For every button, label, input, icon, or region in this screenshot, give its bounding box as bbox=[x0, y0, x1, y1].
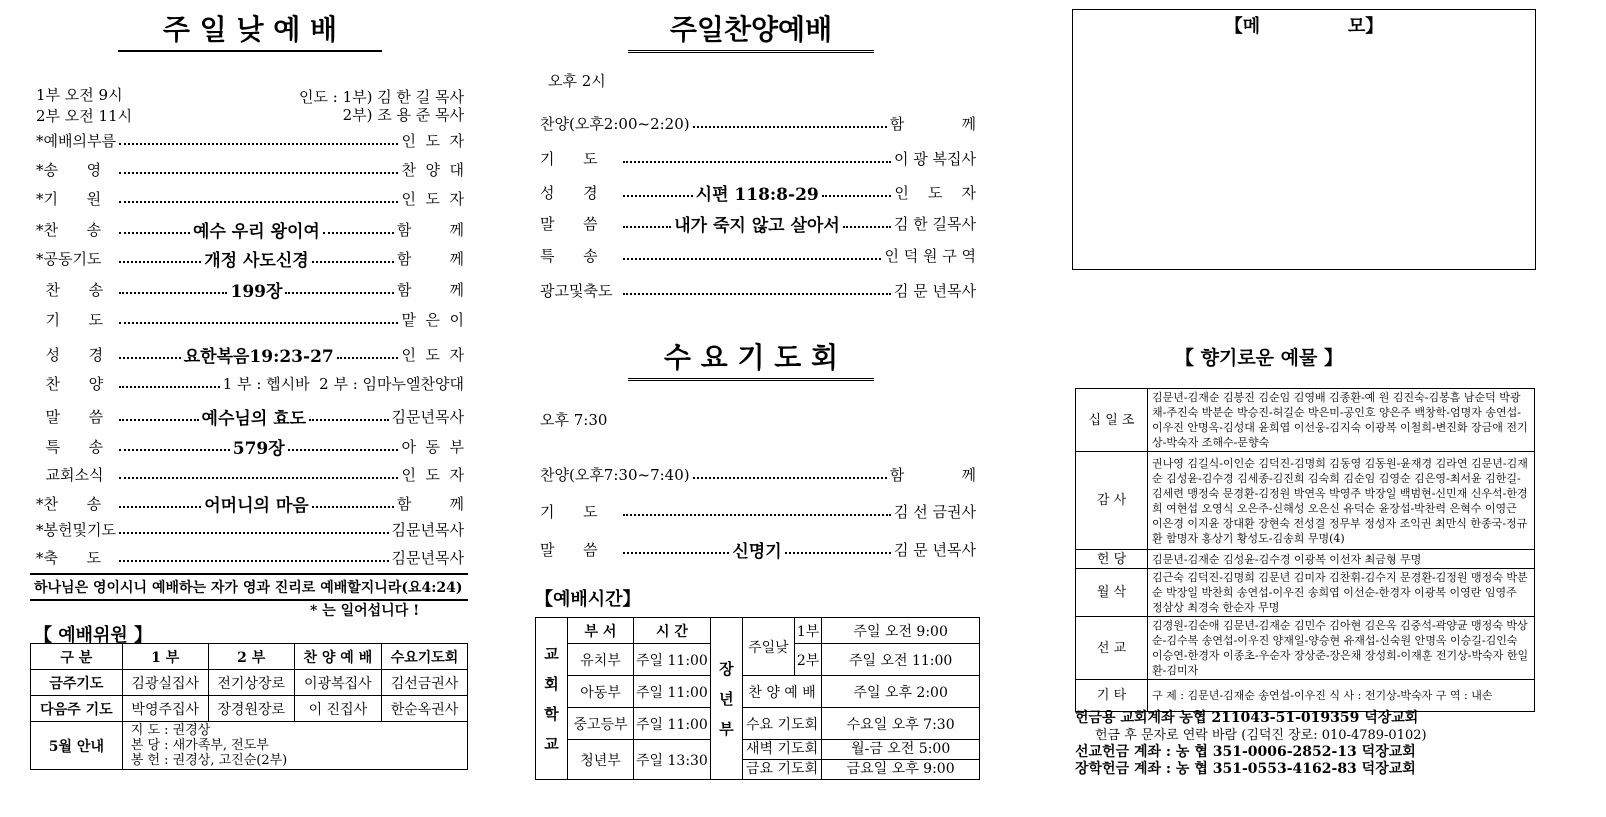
order-detail: 579장 bbox=[232, 439, 285, 459]
order-person: 함 께 bbox=[396, 281, 465, 299]
offering-names: 김근숙 김덕진-김명희 김문년 김미자 김찬휘-김수지 문경환-김정원 맹정숙 박분순 박장일 박찬희 송연섭-이우진 송희엽 이선순-한경자 이광복 이영란 임영주 정삼상 최경숙 한순자 무명 bbox=[1148, 569, 1535, 617]
offering-row bbox=[1076, 389, 1535, 452]
schedule-cell: 중고등부 bbox=[568, 708, 634, 740]
may-guide-label: 5월 안내 bbox=[31, 722, 123, 770]
dot-leader bbox=[693, 477, 887, 479]
order-label: 교회소식 bbox=[36, 466, 104, 484]
stand-note: * 는 일어섭니다 ! bbox=[310, 603, 420, 619]
offering-names: 권나영 김길식-이인순 김덕진-김명희 김동영 김동원-윤재경 김라연 김문년-김재순 김성윤-김수경 김세종-김진희 김숙희 김순임 김영순 김은영-최서윤 김한길-김세련 맹정숙 문경환-김정원 박연옥 박영주 박장일 백범현-신민재 신우석-한경희 여현섭 오영식 오은주-신해성 오은신 유덕순 윤장섭-박찬력 은혁수 이영근 이은경 이지윤 장대환 장현숙 전성결 정무부 정성자 조익권 최만식 한종국-정규환 함명자 홍상기 황성도-김송희 무명(4) bbox=[1148, 452, 1535, 550]
dot-leader bbox=[119, 560, 389, 562]
order-row bbox=[36, 277, 464, 302]
sunday-label: 주일낮 bbox=[742, 618, 794, 676]
praise-order-row bbox=[540, 148, 976, 169]
wednesday-prayer-title: 수 요 기 도 회 bbox=[628, 336, 874, 381]
praise-order-person: 김 문 년목사 bbox=[894, 282, 976, 300]
order-row bbox=[36, 373, 464, 394]
praise-order-row bbox=[540, 245, 976, 266]
offering-names: 김문년-김재순 김봉진 김순임 김영배 김종환-예 원 김진숙-김봉흠 남순덕 박광채-주진숙 박분순 박승진-허길순 박은미-공인호 양은주 백창학-엄명자 송연섭-이우진 안명옥-김성대 윤희엽 이선웅-김지숙 이광복 이철희-변진화 장금애 전기상-박숙자 조해수-문향숙 bbox=[1148, 389, 1535, 452]
wednesday-time: 오후 7:30 bbox=[540, 411, 608, 429]
order-label: 말 씀 bbox=[36, 408, 104, 426]
order-label: 성 경 bbox=[36, 346, 104, 364]
committee-cell: 김선금권사 bbox=[382, 670, 468, 696]
account-block bbox=[1075, 710, 1535, 778]
schedule-cell: 2부 bbox=[794, 644, 821, 676]
scripture-verse: 하나님은 영이시니 예배하는 자가 영과 진리로 예배할지니라(요4:24) bbox=[30, 573, 468, 601]
memo-box bbox=[1072, 9, 1536, 270]
dot-leader bbox=[119, 232, 190, 234]
order-row bbox=[36, 246, 464, 271]
committee-header: 구 분 bbox=[31, 644, 123, 670]
committee-table bbox=[30, 643, 468, 770]
order-detail: 199장 bbox=[230, 282, 283, 302]
schedule-table bbox=[535, 617, 980, 780]
schedule-cell: 금요 기도회 bbox=[746, 761, 819, 777]
offering-names: 김경원-김순애 김문년-김재순 김민수 김아현 김은옥 김중석-곽양균 맹정숙 박상순-김수복 송연섭-이우진 양재일-양승현 유재섭-신숙원 안명옥 이승길-김인숙 이승연-한경자 이종초-우순자 장상준-장은채 장성희-이재훈 전기상-박숙자 한일환-김미자 bbox=[1148, 617, 1535, 680]
offering-category: 선 교 bbox=[1076, 617, 1148, 680]
may-guide-row bbox=[31, 722, 468, 770]
praise-order-row bbox=[540, 280, 976, 301]
account-line: 헌금 후 문자로 연락 바람 (김덕진 장로: 010-4789-0102) bbox=[1095, 728, 1427, 743]
schedule-cell: 금요일 오후 9:00 bbox=[846, 761, 955, 777]
order-label: *찬 송 bbox=[36, 495, 102, 513]
order-person: 인 도 자 bbox=[401, 190, 464, 208]
order-label: *기 원 bbox=[36, 190, 102, 208]
committee-header: 찬 양 예 배 bbox=[294, 644, 381, 670]
wed-order-person: 함 께 bbox=[889, 466, 976, 484]
offering-names: 구 제 : 김문년-김재순 송연섭-이우진 식 사 : 전기상-박숙자 구 역 : 내손 bbox=[1148, 680, 1535, 712]
dot-leader bbox=[623, 258, 881, 260]
schedule-cell: 새벽 기도회 bbox=[743, 740, 821, 760]
dot-leader bbox=[119, 143, 398, 145]
schedule-cell: 찬 양 예 배 bbox=[742, 676, 821, 708]
offering-row bbox=[1076, 550, 1535, 569]
order-label: *찬 송 bbox=[36, 221, 102, 239]
leader-line-2: 2부) 조 용 준 목사 bbox=[342, 106, 464, 124]
dot-leader bbox=[119, 386, 220, 388]
praise-service-time: 오후 2시 bbox=[548, 72, 606, 90]
order-row bbox=[36, 342, 464, 367]
dot-leader bbox=[312, 506, 394, 508]
order-person: 김문년목사 bbox=[391, 521, 464, 539]
offering-row bbox=[1076, 452, 1535, 550]
dot-leader bbox=[288, 449, 399, 451]
praise-order-label: 광고및축도 bbox=[540, 282, 613, 300]
order-person: 김문년목사 bbox=[391, 549, 464, 567]
order-person: 함 께 bbox=[396, 495, 465, 513]
church-school-label: 교회학교 bbox=[536, 618, 568, 780]
dot-leader bbox=[119, 532, 389, 534]
order-detail: 어머니의 마음 bbox=[204, 496, 309, 516]
service-time-2: 2부 오전 11시 bbox=[36, 107, 133, 125]
order-row bbox=[36, 404, 464, 429]
offering-category: 월 삭 bbox=[1076, 569, 1148, 617]
dot-leader bbox=[119, 172, 398, 174]
committee-cell: 다음주 기도 bbox=[31, 696, 123, 722]
dot-leader bbox=[323, 232, 394, 234]
committee-cell: 이광복집사 bbox=[294, 670, 381, 696]
dot-leader bbox=[337, 357, 399, 359]
order-label: *공동기도 bbox=[36, 250, 102, 268]
praise-order-label: 찬양(오후2:00~2:20) bbox=[540, 115, 690, 133]
order-label: 특 송 bbox=[36, 438, 104, 456]
committee-cell: 김광실집사 bbox=[122, 670, 208, 696]
order-person: 맡 은 이 bbox=[401, 311, 464, 329]
order-label: *축 도 bbox=[36, 549, 102, 567]
offering-title: 【 향기로운 예물 】 bbox=[1175, 347, 1343, 369]
adult-label: 장년부 bbox=[710, 618, 742, 780]
dot-leader bbox=[822, 195, 892, 197]
offering-row bbox=[1076, 617, 1535, 680]
schedule-cell: 월-금 오전 5:00 bbox=[822, 740, 979, 760]
schedule-cell: 수요일 오후 7:30 bbox=[822, 708, 980, 740]
order-person: 함 께 bbox=[396, 250, 465, 268]
praise-order-detail: 내가 죽지 않고 살아서 bbox=[674, 216, 840, 236]
wed-order-detail: 신명기 bbox=[732, 542, 782, 562]
committee-heading: 【 예배위원 】 bbox=[34, 625, 153, 646]
account-line: 장학헌금 계좌 : 농 협 351-0553-4162-83 덕장교회 bbox=[1075, 761, 1416, 777]
schedule-cell: 주일 13:30 bbox=[634, 740, 711, 780]
praise-service-title: 주일찬양예배 bbox=[628, 8, 874, 53]
dot-leader bbox=[623, 195, 693, 197]
may-guide-line: 지 도 : 권경상 bbox=[130, 723, 211, 738]
wed-order-label: 기 도 bbox=[540, 503, 598, 521]
committee-row bbox=[31, 670, 468, 696]
committee-cell: 박영주집사 bbox=[122, 696, 208, 722]
wed-order-person: 김 문 년목사 bbox=[894, 541, 976, 559]
order-row bbox=[36, 547, 464, 568]
order-row bbox=[36, 491, 464, 516]
wed-order-row bbox=[540, 464, 976, 485]
leader-line-1: 인도 : 1부) 김 한 길 목사 bbox=[299, 88, 464, 106]
order-row bbox=[36, 188, 464, 209]
dot-leader bbox=[623, 226, 671, 228]
order-label: 기 도 bbox=[36, 311, 104, 329]
schedule-header: 시 간 bbox=[634, 618, 711, 644]
offering-names: 김문년-김재순 김성윤-김수경 이광복 이선자 최금형 무명 bbox=[1148, 550, 1535, 569]
schedule-cell: 아동부 bbox=[568, 676, 634, 708]
offering-category: 기 타 bbox=[1076, 680, 1148, 712]
dot-leader bbox=[119, 292, 227, 294]
schedule-cell: 주일 오전 9:00 bbox=[822, 618, 980, 644]
praise-order-person: 김 한 길목사 bbox=[894, 215, 976, 233]
schedule-cell: 주일 11:00 bbox=[634, 708, 711, 740]
praise-order-label: 성 경 bbox=[540, 184, 598, 202]
praise-order-label: 기 도 bbox=[540, 150, 598, 168]
order-label: *예배의부름 bbox=[36, 132, 116, 150]
schedule-cell: 수요 기도회 bbox=[742, 708, 821, 740]
order-row bbox=[36, 159, 464, 180]
order-person: 함 께 bbox=[396, 221, 465, 239]
order-detail: 예수님의 효도 bbox=[201, 409, 306, 429]
committee-header: 1 부 bbox=[122, 644, 208, 670]
order-person: 김문년목사 bbox=[391, 408, 464, 426]
dot-leader bbox=[119, 477, 398, 479]
praise-order-row bbox=[540, 180, 976, 205]
wed-order-person: 김 선 금권사 bbox=[894, 503, 976, 521]
order-row bbox=[36, 519, 464, 540]
schedule-cell: 청년부 bbox=[568, 740, 634, 780]
praise-order-label: 특 송 bbox=[540, 247, 598, 265]
dot-leader bbox=[623, 161, 891, 163]
praise-order-row bbox=[540, 211, 976, 236]
dot-leader bbox=[119, 357, 181, 359]
schedule-cell: 주일 11:00 bbox=[634, 676, 711, 708]
committee-cell: 금주기도 bbox=[31, 670, 123, 696]
account-line: 헌금용 교회계좌 농협 211043-51-019359 덕장교회 bbox=[1075, 710, 1419, 726]
dot-leader bbox=[309, 419, 389, 421]
offering-category: 십 일 조 bbox=[1076, 389, 1148, 452]
dot-leader bbox=[785, 552, 891, 554]
order-person: 인 도 자 bbox=[401, 132, 464, 150]
order-person: 아 동 부 bbox=[401, 438, 464, 456]
offering-row bbox=[1076, 569, 1535, 617]
memo-title: 【메 모】 bbox=[1224, 16, 1384, 37]
wed-order-row bbox=[540, 537, 976, 562]
sunday-service-title: 주 일 낮 예 배 bbox=[118, 8, 382, 52]
committee-header: 수요기도회 bbox=[382, 644, 468, 670]
order-label: 찬 양 bbox=[36, 375, 104, 393]
may-guide-line: 봉 헌 : 권경상, 고진순(2부) bbox=[130, 753, 288, 768]
order-person: 인 도 자 bbox=[401, 466, 464, 484]
order-label: 찬 송 bbox=[36, 281, 104, 299]
schedule-cell: 주일 오후 2:00 bbox=[822, 676, 980, 708]
service-time-1: 1부 오전 9시 bbox=[36, 86, 123, 104]
order-person: 1 부 : 헵시바 2 부 : 임마누엘찬양대 bbox=[222, 375, 464, 393]
committee-cell: 장경원장로 bbox=[208, 696, 294, 722]
dot-leader bbox=[843, 226, 891, 228]
dot-leader bbox=[623, 552, 729, 554]
dot-leader bbox=[312, 261, 394, 263]
committee-cell: 이 진집사 bbox=[294, 696, 381, 722]
dot-leader bbox=[119, 449, 230, 451]
praise-order-label: 말 씀 bbox=[540, 215, 598, 233]
dot-leader bbox=[119, 261, 201, 263]
offering-table bbox=[1075, 388, 1535, 712]
offering-row bbox=[1076, 680, 1535, 712]
dot-leader bbox=[285, 292, 393, 294]
schedule-cell: 주일 11:00 bbox=[634, 644, 711, 676]
schedule-header: 부 서 bbox=[568, 618, 634, 644]
order-person: 인 도 자 bbox=[401, 346, 465, 364]
order-person: 찬 양 대 bbox=[401, 161, 464, 179]
order-label: *송 영 bbox=[36, 161, 102, 179]
order-label: *봉헌및기도 bbox=[36, 521, 116, 539]
dot-leader bbox=[119, 322, 398, 324]
order-detail: 예수 우리 왕이여 bbox=[193, 222, 320, 242]
order-row bbox=[36, 309, 464, 330]
dot-leader bbox=[119, 419, 199, 421]
schedule-cell: 1부 bbox=[794, 618, 821, 644]
order-detail: 개정 사도신경 bbox=[204, 251, 309, 271]
dot-leader bbox=[119, 506, 201, 508]
praise-order-person: 이 광 복집사 bbox=[894, 150, 976, 168]
order-row bbox=[36, 130, 464, 151]
committee-header: 2 부 bbox=[208, 644, 294, 670]
schedule-cell: 유치부 bbox=[568, 644, 634, 676]
committee-cell: 한순옥권사 bbox=[382, 696, 468, 722]
dot-leader bbox=[623, 514, 891, 516]
schedule-heading: 【예배시간】 bbox=[535, 589, 641, 610]
praise-order-detail: 시편 118:8-29 bbox=[695, 185, 819, 205]
praise-order-person: 함 께 bbox=[889, 115, 976, 133]
dot-leader bbox=[693, 126, 887, 128]
praise-order-person: 인 덕 원 구 역 bbox=[884, 247, 976, 265]
dot-leader bbox=[119, 201, 398, 203]
offering-category: 헌 당 bbox=[1076, 550, 1148, 569]
wed-order-label: 찬양(오후7:30~7:40) bbox=[540, 466, 690, 484]
account-line: 선교헌금 계좌 : 농 협 351-0006-2852-13 덕장교회 bbox=[1075, 744, 1416, 760]
order-row bbox=[36, 217, 464, 242]
order-row bbox=[36, 464, 464, 485]
praise-order-row bbox=[540, 113, 976, 134]
may-guide-line: 본 당 : 새가족부, 전도부 bbox=[130, 738, 269, 753]
order-detail: 요한복음19:23-27 bbox=[183, 347, 334, 367]
praise-order-person: 인 도 자 bbox=[894, 184, 977, 202]
schedule-cell: 주일 오전 11:00 bbox=[822, 644, 980, 676]
wed-order-row bbox=[540, 501, 976, 522]
committee-cell: 전기상장로 bbox=[208, 670, 294, 696]
committee-row bbox=[31, 696, 468, 722]
offering-category: 감 사 bbox=[1076, 452, 1148, 550]
dot-leader bbox=[623, 293, 891, 295]
order-row bbox=[36, 434, 464, 459]
wed-order-label: 말 씀 bbox=[540, 541, 598, 559]
